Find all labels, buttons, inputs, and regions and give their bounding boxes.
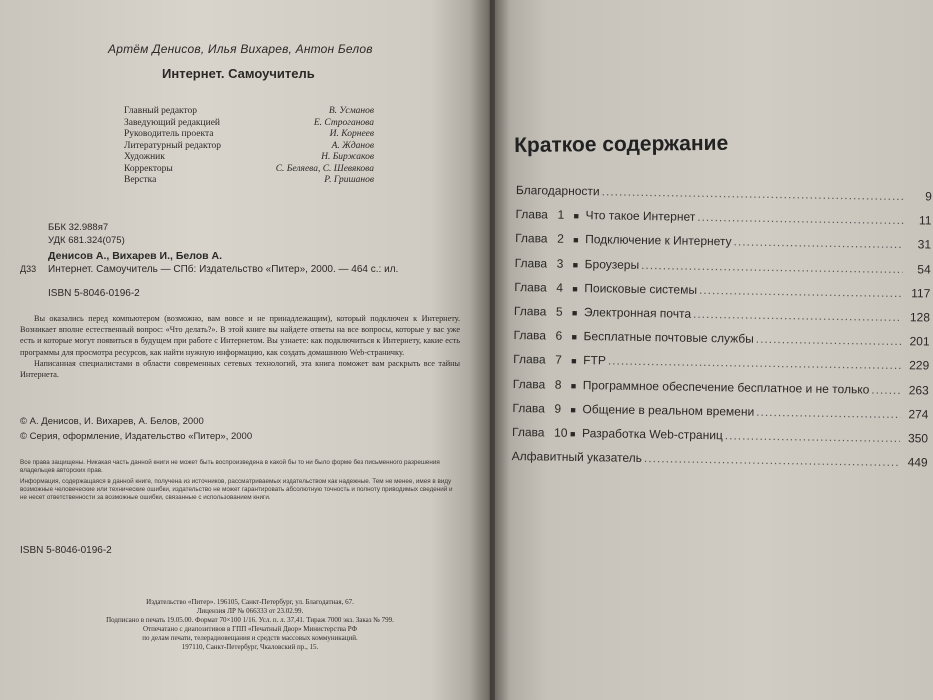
toc-label: Алфавитный указатель bbox=[511, 449, 643, 466]
bullet-icon: ■ bbox=[569, 428, 576, 439]
imprint bbox=[60, 598, 440, 652]
credit-name: Е. Строганова bbox=[313, 117, 374, 128]
toc-page: 229 bbox=[909, 358, 930, 373]
imprint-line: 197110, Санкт-Петербург, Чкаловский пр., 15. bbox=[181, 643, 319, 651]
toc-label: Разработка Web-страниц bbox=[581, 425, 723, 443]
toc-page: 128 bbox=[909, 310, 931, 325]
credit-row bbox=[124, 129, 374, 141]
rights-paragraph: Все права защищены. Никакая часть данной книги не может быть воспроизведена в какой бы то ни было форме без письменного разрешения владельцев авторских прав. bbox=[20, 459, 440, 474]
abstract bbox=[20, 313, 460, 380]
toc-leader bbox=[756, 404, 900, 420]
credit-name: Р. Гришанов bbox=[324, 175, 374, 185]
bibliographic-authors: Денисов А., Вихарев И., Белов А. bbox=[48, 250, 223, 262]
toc-number: 5 bbox=[555, 304, 563, 319]
toc-chapter: Глава bbox=[513, 328, 547, 343]
toc-label: Подключение к Интернету bbox=[585, 232, 732, 249]
toc-chapter: Глава bbox=[513, 303, 547, 319]
copyright-authors: © А. Денисов, И. Вихарев, А. Белов, 2000 bbox=[20, 416, 204, 427]
bullet-icon: ■ bbox=[570, 380, 577, 391]
toc-number: 3 bbox=[556, 256, 564, 271]
toc-number: 6 bbox=[555, 328, 563, 343]
credit-name: С. Беляева, С. Шевякова bbox=[275, 163, 374, 174]
toc-leader bbox=[641, 258, 903, 276]
credit-row bbox=[124, 141, 374, 153]
imprint-line: Отпечатано с диапозитивов в ГПП «Печатный Двор» Министерства РФ bbox=[143, 625, 357, 633]
rights-paragraph: Информация, содержащаяся в данной книге, получена из источников, рассматриваемых издательством как надежные. Тем не менее, имея в виду возможные человеческие или технические ошибки, издательство не может гарантировать абсолютную точность и полноту приводимых сведений и не несет ответственности за возможные ошибки, связанные с использованием книги. bbox=[20, 478, 453, 501]
toc-number: 7 bbox=[555, 352, 563, 368]
toc-leader bbox=[734, 235, 904, 252]
abstract-paragraph: Написанная специалистами в области современных сетевых технологий, эта книга поможет вам раскрыть все тайны Интернета. bbox=[20, 358, 460, 380]
toc-leader bbox=[871, 382, 901, 396]
toc-label: Что такое Интернет bbox=[585, 208, 696, 225]
toc-page: 263 bbox=[908, 382, 929, 398]
toc-number: 1 bbox=[557, 207, 565, 222]
toc-page: 117 bbox=[911, 285, 931, 301]
bullet-icon: ■ bbox=[570, 404, 576, 415]
toc-page: 350 bbox=[907, 431, 929, 446]
toc-chapter: Глава bbox=[511, 424, 545, 440]
toc-page: 31 bbox=[917, 237, 932, 252]
credit-row bbox=[124, 106, 374, 118]
bullet-icon: ■ bbox=[572, 259, 579, 270]
toc-label: Программное обеспечение бесплатное и не только bbox=[582, 377, 870, 397]
toc-leader bbox=[693, 307, 902, 324]
toc-leader bbox=[644, 451, 900, 469]
isbn: ISBN 5-8046-0196-2 bbox=[48, 288, 140, 299]
bbk-code: ББК 32.988я7 bbox=[48, 222, 109, 233]
toc-page: 274 bbox=[908, 406, 929, 422]
toc-chapter: Глава bbox=[513, 352, 546, 367]
book-title: Интернет. Самоучитель bbox=[162, 66, 315, 81]
toc-title: Краткое содержание bbox=[514, 131, 729, 157]
book-gutter bbox=[470, 0, 510, 700]
bibliographic-record: Интернет. Самоучитель — СПб: Издательство «Питер», 2000. — 464 с.: ил. bbox=[48, 264, 399, 275]
copyright-publisher: © Серия, оформление, Издательство «Питер», 2000 bbox=[20, 431, 253, 442]
bullet-icon: ■ bbox=[571, 332, 578, 343]
toc-label: Поисковые системы bbox=[584, 280, 698, 297]
imprint-line: Подписано в печать 19.05.00. Формат 70×100 1/16. Усл. п. л. 37,41. Тираж 7000 экз. Заказ № 799. bbox=[106, 616, 394, 624]
credits-list bbox=[124, 106, 374, 187]
toc-label: Электронная почта bbox=[583, 305, 692, 321]
toc-leader bbox=[697, 210, 903, 227]
credit-role: Корректоры bbox=[124, 163, 173, 174]
credit-name: Н. Биржаков bbox=[321, 152, 374, 162]
rights-notice bbox=[20, 459, 460, 505]
credit-row bbox=[124, 164, 374, 176]
toc-label: Бесплатные почтовые службы bbox=[583, 329, 754, 346]
imprint-line: Издательство «Питер». 196105, Санкт-Петербург, ул. Благодатная, 67. bbox=[146, 598, 354, 606]
toc-page: 201 bbox=[909, 334, 930, 349]
toc-page: 9 bbox=[925, 189, 932, 204]
toc-chapter: Глава bbox=[512, 376, 546, 391]
credit-role: Художник bbox=[124, 152, 165, 162]
credit-row bbox=[124, 152, 374, 164]
toc-page: 54 bbox=[917, 261, 931, 277]
credit-name: А. Жданов bbox=[331, 140, 374, 151]
toc-page: 11 bbox=[918, 213, 932, 228]
credit-role: Главный редактор bbox=[124, 106, 198, 116]
toc-leader bbox=[725, 428, 900, 445]
toc-chapter: Глава bbox=[512, 400, 545, 416]
toc-leader bbox=[699, 283, 903, 300]
credit-role: Руководитель проекта bbox=[124, 129, 214, 139]
table-of-contents bbox=[511, 183, 932, 480]
credit-row bbox=[124, 175, 374, 187]
isbn-bottom: ISBN 5-8046-0196-2 bbox=[20, 545, 112, 556]
imprint-line: Лицензия ЛР № 066333 от 23.02.99. bbox=[196, 607, 304, 615]
author-mark: Д33 bbox=[20, 264, 37, 274]
credit-row bbox=[124, 118, 374, 130]
toc-label: Общение в реальном времени bbox=[582, 401, 755, 419]
toc-number: 2 bbox=[557, 232, 564, 247]
toc-page: 449 bbox=[907, 455, 928, 470]
bullet-icon: ■ bbox=[573, 235, 579, 246]
toc-label: FTP bbox=[583, 353, 607, 368]
bullet-icon: ■ bbox=[573, 211, 580, 222]
toc-number: 10 bbox=[553, 425, 568, 440]
toc-chapter: Глава bbox=[515, 207, 549, 222]
udk-code: УДК 681.324(075) bbox=[48, 235, 125, 246]
toc-number: 9 bbox=[554, 401, 562, 416]
toc-chapter: Глава bbox=[514, 255, 548, 271]
authors-line: Артём Денисов, Илья Вихарев, Антон Белов bbox=[108, 42, 373, 56]
toc-leader bbox=[756, 332, 902, 348]
toc-number: 8 bbox=[554, 377, 562, 392]
credit-role: Верстка bbox=[124, 175, 157, 185]
toc-number: 4 bbox=[556, 280, 564, 295]
toc-label: Благодарности bbox=[515, 183, 600, 199]
bullet-icon: ■ bbox=[571, 307, 578, 318]
credit-role: Литературный редактор bbox=[124, 140, 221, 151]
credit-role: Заведующий редакцией bbox=[124, 117, 221, 128]
bullet-icon: ■ bbox=[572, 283, 578, 294]
toc-chapter: Глава bbox=[514, 279, 547, 295]
credit-name: В. Усманов bbox=[328, 106, 374, 116]
toc-label: Броузеры bbox=[584, 256, 640, 272]
toc-chapter: Глава bbox=[515, 231, 548, 246]
bullet-icon: ■ bbox=[571, 356, 577, 367]
abstract-paragraph: Вы оказались перед компьютером (возможно, вам вовсе и не принадлежащим), который подключен к Интернету. Возникает вполне естественный вопрос: «Что делать?». В этой книге вы найдете ответы на все вопросы, которые у вас уже есть и которые могут появиться в будущем при работе с Интернетом. Вы узнаете: как подключиться к Интернету, какие есть программы для просмотра ресурсов, как найти нужную информацию, как создать домашнюю Web-страничку. bbox=[20, 314, 460, 357]
credit-name: И. Корнеев bbox=[329, 129, 374, 139]
imprint-line: по делам печати, телерадиовещания и средств массовых коммуникаций. bbox=[142, 634, 358, 642]
